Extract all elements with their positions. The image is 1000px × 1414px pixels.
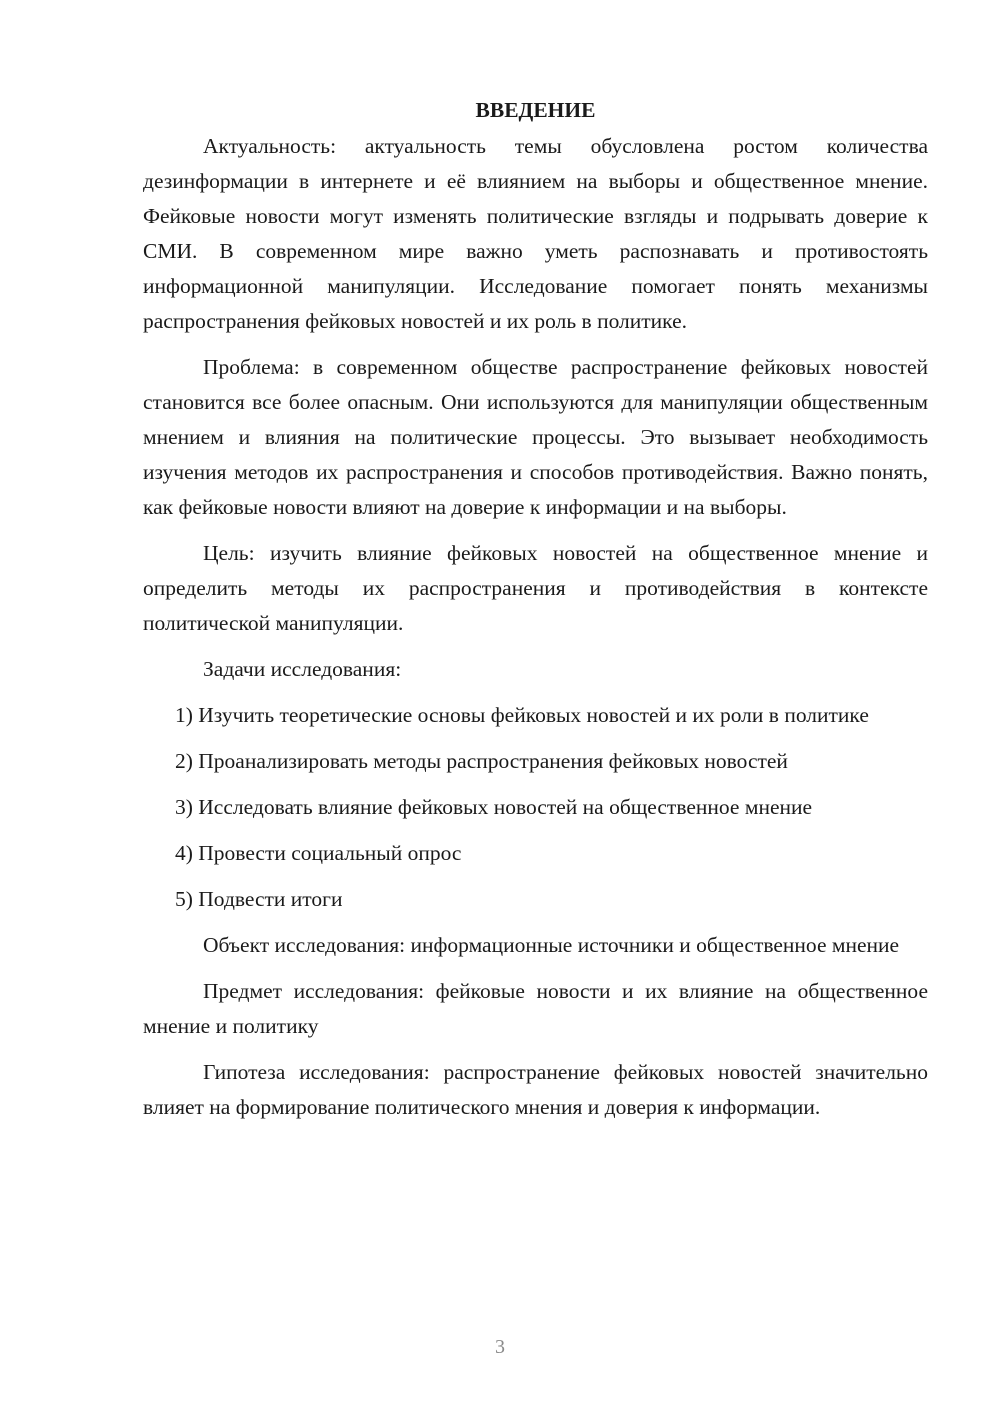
task-item-4: 4) Провести социальный опрос [175, 841, 462, 865]
page-number: 3 [495, 1336, 505, 1358]
task-item-3: 3) Исследовать влияние фейковых новостей на общественное мнение [175, 795, 813, 819]
object-paragraph: Объект исследования: информационные источники и общественное мнение [203, 933, 900, 957]
tasks-heading: Задачи исследования: [203, 657, 402, 681]
task-item-1: 1) Изучить теоретические основы фейковых новостей и их роли в политике [175, 703, 869, 727]
page-content [143, 93, 928, 1136]
subject-paragraph: Предмет исследования: фейковые новости и их влияние на общественное мнение и политику [143, 979, 928, 1038]
page-title: ВВЕДЕНИЕ [475, 98, 596, 122]
goal-paragraph: Цель: изучить влияние фейковых новостей на общественное мнение и определить методы их распространения и противодействия в контексте политической манипуляции. [143, 541, 928, 635]
task-item-2: 2) Проанализировать методы распространения фейковых новостей [175, 749, 788, 773]
relevance-paragraph: Актуальность: актуальность темы обусловлена ростом количества дезинформации в интернете и её влиянием на выборы и общественное мнение. Фейковые новости могут изменять политические взгляды и подрывать доверие к СМИ. В современном мире важно уметь распознавать и противостоять информационной манипуляции. Исследование помогает понять механизмы распространения фейковых новостей и их роль в политике. [143, 134, 928, 333]
hypothesis-paragraph: Гипотеза исследования: распространение фейковых новостей значительно влияет на формирование политического мнения и доверия к информации. [143, 1060, 928, 1119]
task-item-5: 5) Подвести итоги [175, 887, 343, 911]
problem-paragraph: Проблема: в современном обществе распространение фейковых новостей становится все более опасным. Они используются для манипуляции общественным мнением и влияния на политические процессы. Это вызывает необходимость изучения методов их распространения и способов противодействия. Важно понять, как фейковые новости влияют на доверие к информации и на выборы. [143, 355, 928, 519]
